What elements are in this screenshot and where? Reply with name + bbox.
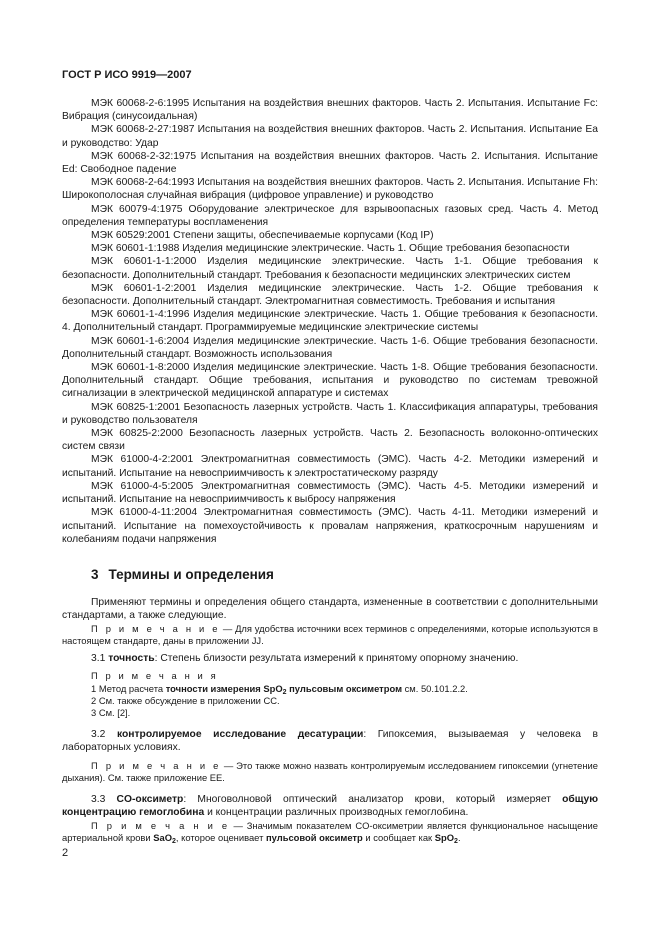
term-name: точность — [108, 653, 155, 664]
reference-item: МЭК 60529:2001 Степени защиты, обеспечиваемые корпусами (Код IP) — [91, 230, 434, 242]
section-body — [62, 596, 598, 844]
reference-item: МЭК 61000-4-2:2001 Электромагнитная совместимость (ЭМС). Часть 4-2. Методики измерений и испытаний. Испытание на невосприимчивость к электростатическому разряду — [62, 454, 598, 479]
section-heading — [91, 567, 274, 582]
reference-item: МЭК 60068-2-64:1993 Испытания на воздействия внешних факторов. Часть 2. Испытания. Испытание Fh: Широкополосная случайная вибрация (цифровое управление) и руководство — [62, 177, 598, 202]
reference-item: МЭК 60601-1-4:1996 Изделия медицинские электрические. Часть 1. Общие требования к безопасности. 4. Дополнительный стандарт. Программируемые медицинские электрические системы — [62, 309, 598, 334]
reference-item: МЭК 61000-4-5:2005 Электромагнитная совместимость (ЭМС). Часть 4-5. Методики измерений и испытаний. Испытание на невосприимчивость к выбросу напряжения — [62, 480, 598, 506]
reference-item: МЭК 60601-1-6:2004 Изделия медицинские электрические. Часть 1-6. Общие требования безопасности. Дополнительный стандарт. Возможность использования — [62, 335, 598, 360]
term-3-2: 3.2 контролируемое исследование десатурации: Гипоксемия, вызываемая у человека в лабораторных условиях. — [62, 729, 599, 754]
reference-item: МЭК 61000-4-11:2004 Электромагнитная совместимость (ЭМС). Часть 4-11. Методики измерений и испытаний. Испытание на помехоустойчивость к провалам напряжения, краткосрочным нарушениям и колебаниям подачи напряжения — [62, 507, 598, 545]
document-header: ГОСТ Р ИСО 9919—2007 — [62, 69, 192, 81]
reference-item: МЭК 60068-2-32:1975 Испытания на воздействия внешних факторов. Часть 2. Испытания. Испытание Ed: Свободное падение — [62, 150, 598, 176]
term-3-1-note-2: 2 См. также обсуждение в приложении CC. — [91, 694, 280, 706]
term-name: контролируемое исследование десатурации — [116, 729, 364, 741]
term-3-2-note: П р и м е ч а н и е — Это также можно назвать контролируемым исследованием гипоксемии (угнетение дыхания). См. также приложение EE. — [62, 759, 598, 783]
reference-item: МЭК 60601-1-1:2000 Изделия медицинские электрические. Часть 1-1. Общие требования к безопасности. Дополнительный стандарт. Требования к безопасности медицинских электрических систем — [62, 256, 598, 281]
normative-references-list — [62, 97, 598, 546]
term-3-1: 3.1 точность: Степень близости результата измерений к принятому опорному значению. — [91, 653, 519, 664]
page-number: 2 — [62, 847, 69, 859]
reference-item: МЭК 60068-2-6:1995 Испытания на воздействия внешних факторов. Часть 2. Испытания. Испытание Fc: Вибрация (синусоидальная) — [62, 98, 598, 123]
reference-item: МЭК 60068-2-27:1987 Испытания на воздействия внешних факторов. Часть 2. Испытания. Испытание Ea и руководство: Удар — [62, 124, 598, 149]
term-3-1-note-1: 1 Метод расчета точности измерения SpO$_2$ пульсовым оксиметром см. 50.101.2.2. — [91, 682, 468, 696]
intro-paragraph: Применяют термины и определения общего стандарта, измененные в соответствии с дополнительными стандартами, а также следующие. — [62, 597, 598, 622]
reference-item: МЭК 60079-4:1975 Оборудование электрическое для взрывоопасных газовых сред. Часть 4. Метод определения температуры воспламенения — [62, 203, 598, 228]
intro-note: П р и м е ч а н и е — Для удобства источники всех терминов с определениями, которые используются в настоящем стандарте, даны в приложении JJ. — [62, 622, 598, 646]
reference-item: МЭК 60825-2:2000 Безопасность лазерных устройств. Часть 2. Безопасность волоконно-оптических систем связи — [62, 428, 598, 453]
section-number: 3 — [91, 567, 99, 582]
reference-item: МЭК 60601-1:1988 Изделия медицинские электрические. Часть 1. Общие требования безопасности — [91, 243, 570, 255]
section-title: Термины и определения — [108, 567, 274, 582]
term-3-3-note: П р и м е ч а н и е — Значимым показателем CO-оксиметрии является функциональное насыщение артериальной крови SaO$_2$, которое оценивает пульсовой оксиметр и сообщает как SpO$_2$. — [62, 819, 598, 845]
term-3-1-notes-title: П р и м е ч а н и я — [91, 670, 219, 682]
reference-item: МЭК 60601-1-8:2000 Изделия медицинские электрические. Часть 1-8. Общие требования безопасности. Дополнительный стандарт. Общие требования, испытания и руководство по системам тревожной сигнализации в электрической медицинской аппаратуре и системах — [62, 362, 598, 400]
term-3-3: 3.3 CO-оксиметр: Многоволновой оптический анализатор крови, который измеряет общую концентрацию гемоглобина и концентрации различных производных гемоглобина. — [62, 794, 598, 819]
term-name: CO-оксиметр — [116, 794, 184, 806]
term-3-1-note-3: 3 См. [2]. — [91, 706, 131, 718]
reference-item: МЭК 60601-1-2:2001 Изделия медицинские электрические. Часть 1-2. Общие требования к безопасности. Дополнительный стандарт. Электромагнитная совместимость. Требования и испытания — [62, 282, 598, 308]
reference-item: МЭК 60825-1:2001 Безопасность лазерных устройств. Часть 1. Классификация аппаратуры, требования и руководство пользователя — [62, 401, 598, 426]
